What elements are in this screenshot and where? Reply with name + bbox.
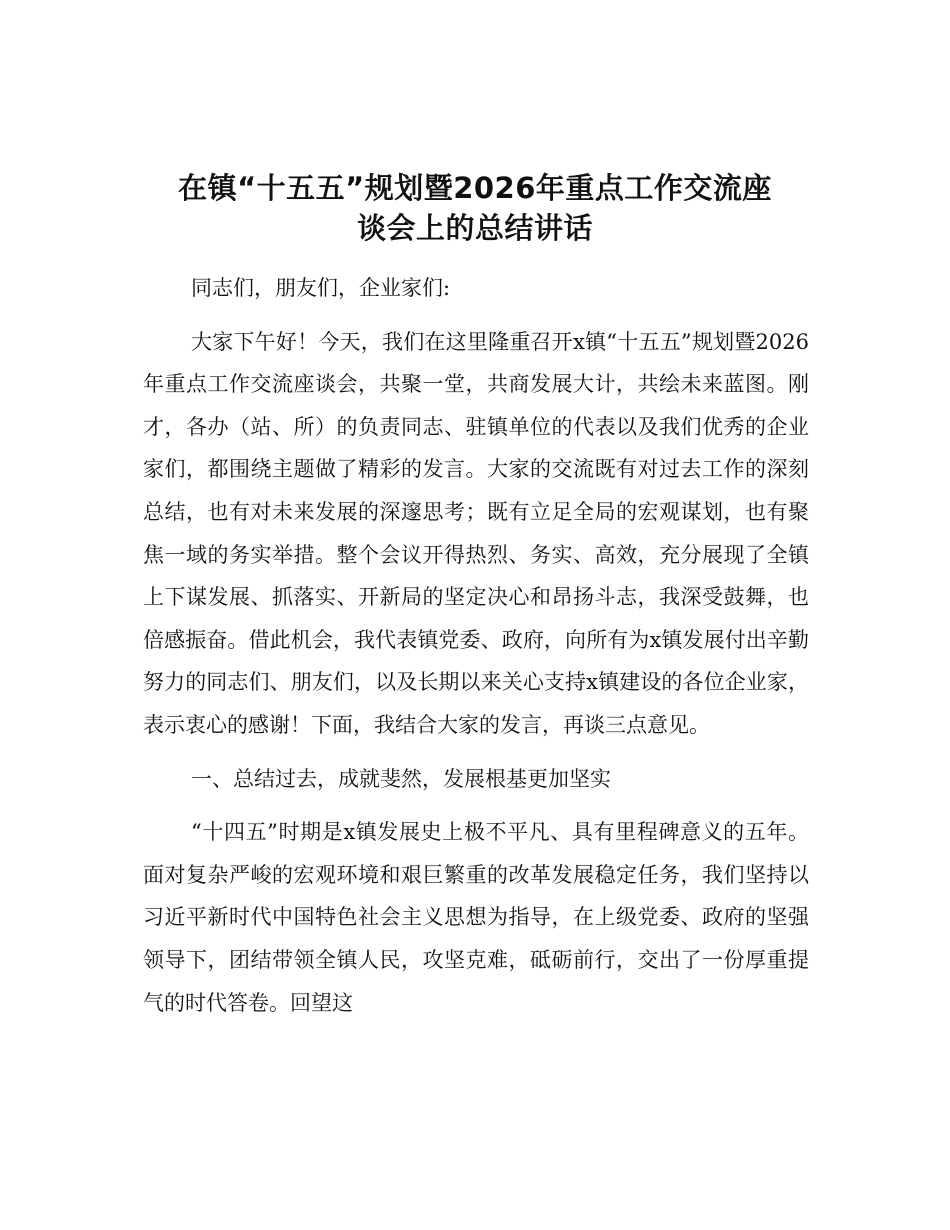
body-paragraph-2: “十四五”时期是x镇发展史上极不平凡、具有里程碑意义的五年。面对复杂严峻的宏观环境和艰巨繁重的改革发展稳定任务，我们坚持以习近平新时代中国特色社会主义思想为指导，在上级党委、政府的坚强领导下，团结带领全镇人民，攻坚克难，砥砺前行，交出了一份厚重提气的时代答卷。回望这: [143, 820, 809, 1015]
document-body: [143, 267, 809, 1024]
section-heading-1: 一、总结过去，成就斐然，发展根基更加坚实: [191, 766, 611, 791]
greeting-paragraph: 同志们，朋友们，企业家们:: [191, 276, 451, 300]
title-line-2: 谈会上的总结讲话: [356, 211, 593, 245]
title-line-1: 在镇“十五五”规划暨2026年重点工作交流座: [178, 171, 772, 205]
document-title: [140, 168, 810, 248]
opening-paragraph: 大家下午好！今天，我们在这里隆重召开x镇“十五五”规划暨2026年重点工作交流座谈会，共聚一堂，共商发展大计，共绘未来蓝图。刚才，各办（站、所）的负责同志、驻镇单位的代表以及我们优秀的企业家们，都围绕主题做了精彩的发言。大家的交流既有对过去工作的深刻总结，也有对未来发展的深邃思考；既有立足全局的宏观谋划，也有聚焦一域的务实举措。整个会议开得热烈、务实、高效，充分展现了全镇上下谋发展、抓落实、开新局的坚定决心和昂扬斗志，我深受鼓舞，也倍感振奋。借此机会，我代表镇党委、政府，向所有为x镇发展付出辛勤努力的同志们、朋友们，以及长期以来关心支持x镇建设的各位企业家，表示衷心的感谢！下面，我结合大家的发言，再谈三点意见。: [143, 329, 809, 737]
